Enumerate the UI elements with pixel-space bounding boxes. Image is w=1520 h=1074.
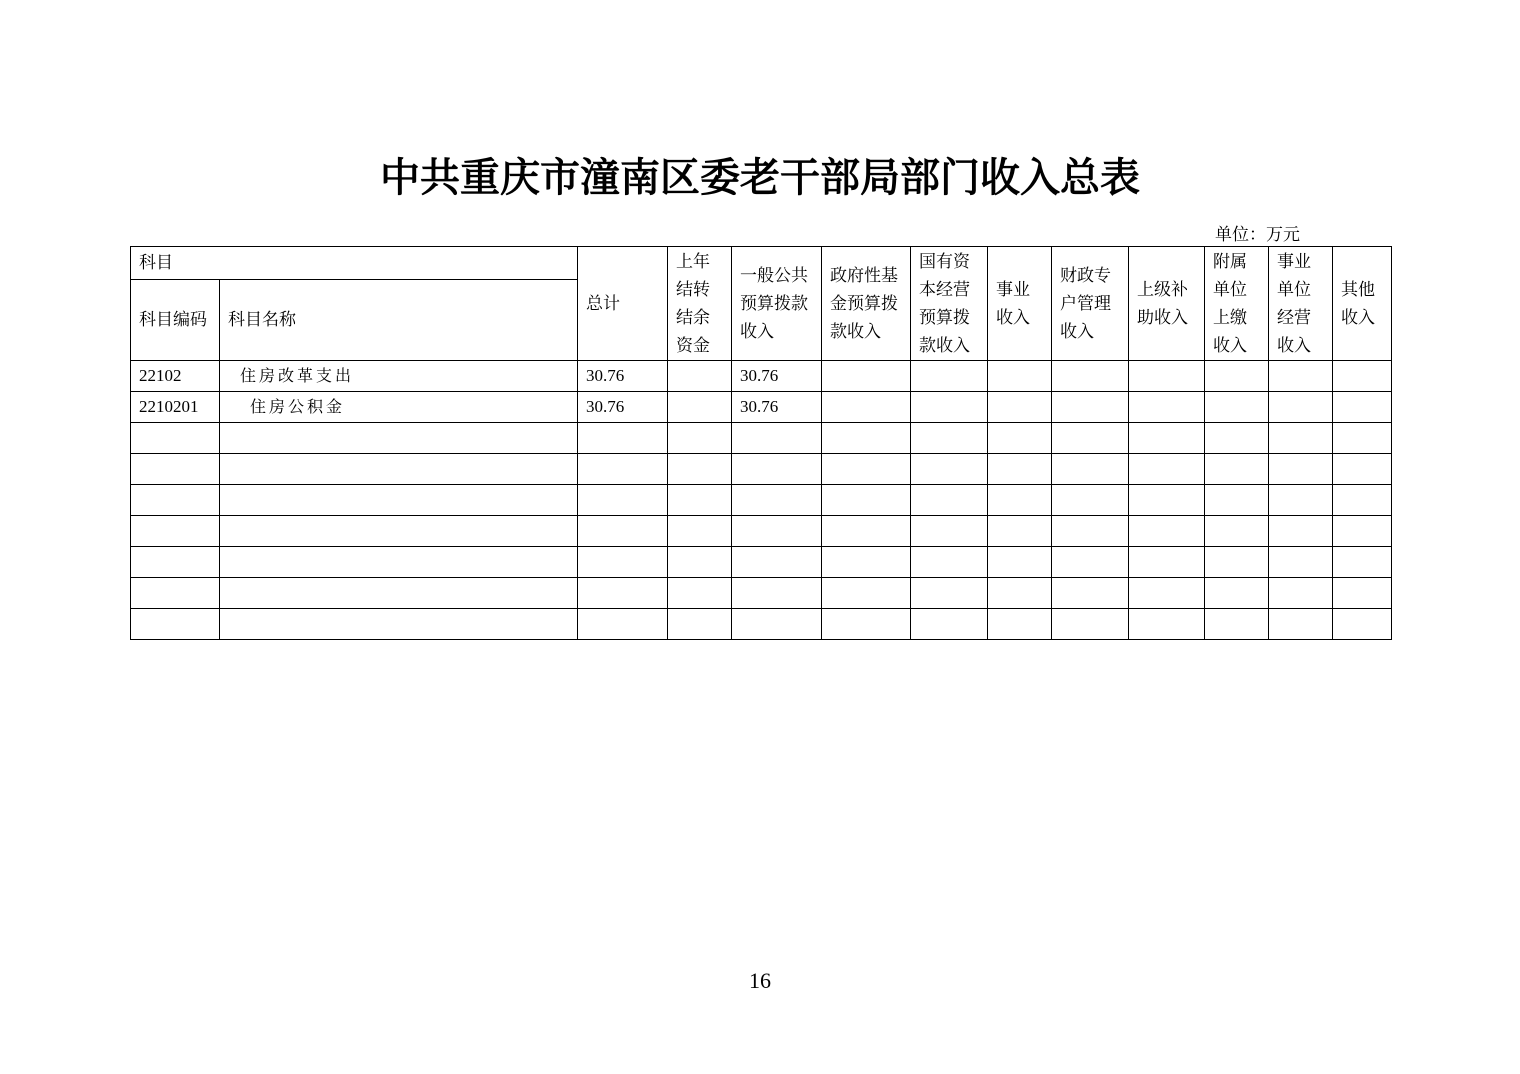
empty-cell <box>911 578 988 609</box>
header-business: 事业收入 <box>988 247 1052 361</box>
empty-cell <box>1052 547 1129 578</box>
empty-cell <box>1269 454 1333 485</box>
empty-cell <box>1269 516 1333 547</box>
empty-cell <box>1052 578 1129 609</box>
empty-cell <box>911 609 988 640</box>
empty-table-row <box>131 485 1392 516</box>
empty-cell <box>822 516 911 547</box>
empty-cell <box>988 454 1052 485</box>
empty-cell <box>220 516 578 547</box>
cell-business <box>988 361 1052 392</box>
header-gov-fund: 政府性基金预算拨款收入 <box>822 247 911 361</box>
header-affiliate-payment: 附属单位上缴收入 <box>1205 247 1269 361</box>
cell-superior-subsidy <box>1129 361 1205 392</box>
empty-cell <box>131 516 220 547</box>
empty-cell <box>131 578 220 609</box>
cell-general-budget: 30.76 <box>732 392 822 423</box>
empty-cell <box>1129 516 1205 547</box>
income-summary-table <box>130 246 1392 640</box>
header-business-operation: 事业单位经营收入 <box>1269 247 1333 361</box>
empty-cell <box>1205 454 1269 485</box>
table-body <box>131 361 1392 640</box>
empty-cell <box>732 423 822 454</box>
empty-cell <box>1333 578 1392 609</box>
empty-cell <box>578 609 668 640</box>
empty-cell <box>1333 547 1392 578</box>
header-state-capital: 国有资本经营预算拨款收入 <box>911 247 988 361</box>
empty-cell <box>988 547 1052 578</box>
empty-cell <box>220 609 578 640</box>
empty-cell <box>578 423 668 454</box>
empty-cell <box>1129 547 1205 578</box>
empty-cell <box>1205 578 1269 609</box>
empty-cell <box>1205 516 1269 547</box>
empty-cell <box>1333 454 1392 485</box>
header-carryover: 上年结转结余资金 <box>668 247 732 361</box>
header-subject-code: 科目编码 <box>131 280 220 361</box>
table-row <box>131 361 1392 392</box>
empty-cell <box>911 423 988 454</box>
cell-carryover <box>668 392 732 423</box>
cell-state-capital <box>911 392 988 423</box>
header-total: 总计 <box>578 247 668 361</box>
empty-cell <box>822 547 911 578</box>
empty-cell <box>220 578 578 609</box>
empty-cell <box>988 609 1052 640</box>
header-subject: 科目 <box>131 247 578 280</box>
table-row <box>131 392 1392 423</box>
empty-cell <box>732 454 822 485</box>
empty-cell <box>131 547 220 578</box>
empty-cell <box>822 578 911 609</box>
empty-table-row <box>131 547 1392 578</box>
empty-cell <box>578 516 668 547</box>
empty-cell <box>1129 609 1205 640</box>
cell-business-operation <box>1269 361 1333 392</box>
cell-carryover <box>668 361 732 392</box>
empty-cell <box>668 516 732 547</box>
empty-cell <box>131 423 220 454</box>
cell-general-budget: 30.76 <box>732 361 822 392</box>
header-general-budget: 一般公共预算拨款收入 <box>732 247 822 361</box>
empty-cell <box>732 578 822 609</box>
empty-cell <box>578 485 668 516</box>
empty-cell <box>1205 423 1269 454</box>
empty-cell <box>668 454 732 485</box>
cell-affiliate-payment <box>1205 361 1269 392</box>
empty-cell <box>1052 423 1129 454</box>
header-subject-name: 科目名称 <box>220 280 578 361</box>
empty-cell <box>1052 609 1129 640</box>
empty-table-row <box>131 454 1392 485</box>
empty-cell <box>668 578 732 609</box>
page-number: 16 <box>749 968 771 993</box>
header-special-account: 财政专户管理收入 <box>1052 247 1129 361</box>
empty-cell <box>1129 423 1205 454</box>
empty-cell <box>911 516 988 547</box>
empty-cell <box>668 547 732 578</box>
cell-total: 30.76 <box>578 392 668 423</box>
empty-cell <box>1052 485 1129 516</box>
empty-cell <box>988 578 1052 609</box>
empty-cell <box>1269 547 1333 578</box>
empty-cell <box>220 547 578 578</box>
header-superior-subsidy: 上级补助收入 <box>1129 247 1205 361</box>
empty-table-row <box>131 516 1392 547</box>
empty-cell <box>1269 485 1333 516</box>
empty-table-row <box>131 578 1392 609</box>
cell-name: 住房公积金 <box>220 392 578 423</box>
empty-cell <box>988 485 1052 516</box>
empty-cell <box>1205 547 1269 578</box>
empty-cell <box>988 516 1052 547</box>
cell-other <box>1333 361 1392 392</box>
empty-cell <box>822 485 911 516</box>
cell-total: 30.76 <box>578 361 668 392</box>
empty-cell <box>220 454 578 485</box>
empty-cell <box>732 547 822 578</box>
empty-cell <box>1333 485 1392 516</box>
empty-cell <box>1052 454 1129 485</box>
empty-cell <box>1269 423 1333 454</box>
cell-other <box>1333 392 1392 423</box>
empty-cell <box>1129 454 1205 485</box>
empty-cell <box>1333 423 1392 454</box>
empty-cell <box>1333 516 1392 547</box>
cell-state-capital <box>911 361 988 392</box>
cell-code: 22102 <box>131 361 220 392</box>
header-other: 其他收入 <box>1333 247 1392 361</box>
empty-cell <box>1333 609 1392 640</box>
cell-superior-subsidy <box>1129 392 1205 423</box>
cell-gov-fund <box>822 392 911 423</box>
empty-cell <box>578 578 668 609</box>
empty-cell <box>668 609 732 640</box>
empty-cell <box>668 423 732 454</box>
empty-cell <box>732 516 822 547</box>
cell-gov-fund <box>822 361 911 392</box>
empty-cell <box>822 609 911 640</box>
empty-cell <box>1205 609 1269 640</box>
page-title: 中共重庆市潼南区委老干部局部门收入总表 <box>380 155 1140 201</box>
empty-table-row <box>131 609 1392 640</box>
empty-cell <box>988 423 1052 454</box>
cell-special-account <box>1052 361 1129 392</box>
empty-cell <box>668 485 732 516</box>
empty-cell <box>911 547 988 578</box>
empty-cell <box>1129 578 1205 609</box>
empty-cell <box>131 454 220 485</box>
unit-label: 单位：万元 <box>1215 225 1300 245</box>
cell-code: 2210201 <box>131 392 220 423</box>
empty-cell <box>578 547 668 578</box>
empty-cell <box>1269 578 1333 609</box>
empty-cell <box>131 485 220 516</box>
empty-table-row <box>131 423 1392 454</box>
empty-cell <box>578 454 668 485</box>
cell-business <box>988 392 1052 423</box>
empty-cell <box>1052 516 1129 547</box>
empty-cell <box>131 609 220 640</box>
empty-cell <box>732 485 822 516</box>
empty-cell <box>822 423 911 454</box>
empty-cell <box>1269 609 1333 640</box>
empty-cell <box>1205 485 1269 516</box>
cell-affiliate-payment <box>1205 392 1269 423</box>
cell-name: 住房改革支出 <box>220 361 578 392</box>
empty-cell <box>220 423 578 454</box>
cell-business-operation <box>1269 392 1333 423</box>
cell-special-account <box>1052 392 1129 423</box>
empty-cell <box>911 454 988 485</box>
empty-cell <box>220 485 578 516</box>
empty-cell <box>732 609 822 640</box>
empty-cell <box>822 454 911 485</box>
empty-cell <box>911 485 988 516</box>
empty-cell <box>1129 485 1205 516</box>
